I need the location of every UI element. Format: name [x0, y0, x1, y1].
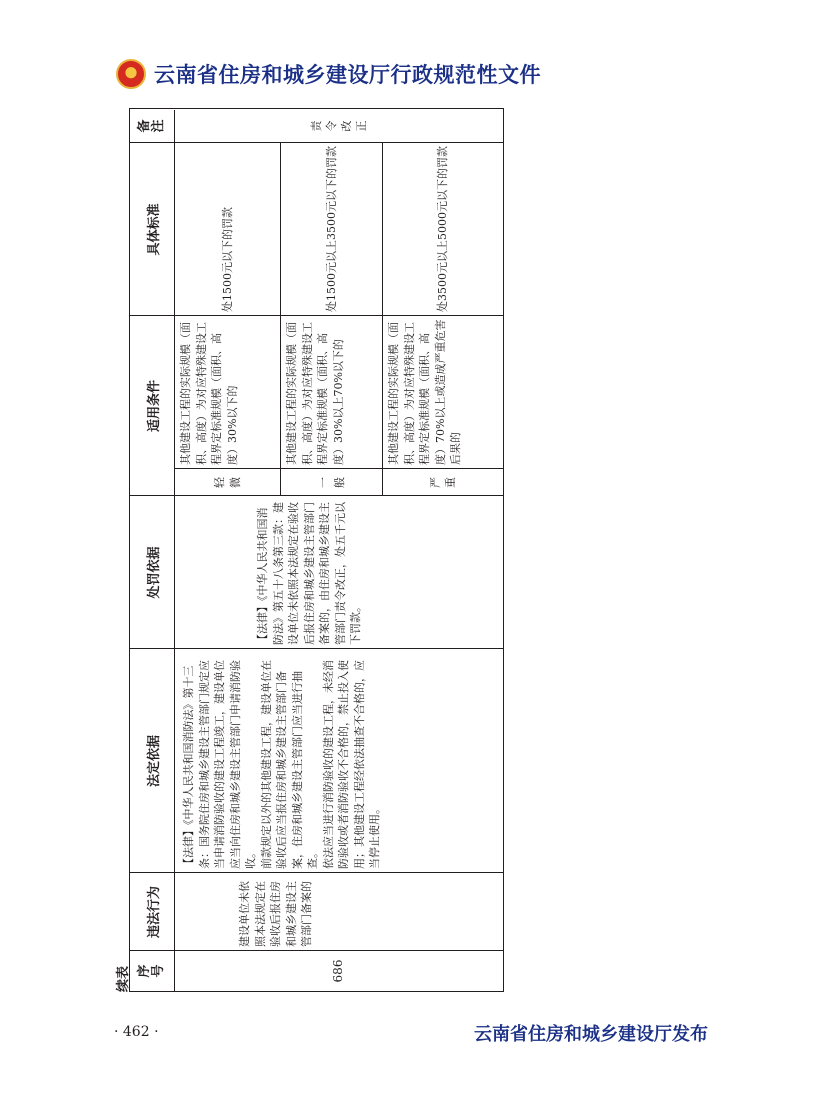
header-basis: 法定依据	[146, 735, 162, 788]
page-number: · 462 ·	[114, 1024, 159, 1040]
row-act: 建设单位未依照本法规定在验收后报住房和城乡建设主管部门备案的	[238, 881, 313, 947]
col-divider	[130, 872, 503, 873]
level-severe: 严重	[428, 477, 457, 488]
continued-label: 续表	[116, 965, 131, 992]
header-penalty: 处罚依据	[146, 546, 162, 599]
col-divider	[130, 648, 503, 649]
row-seq: 686	[331, 959, 346, 983]
standard-minor: 处1500元以下的罚款	[220, 207, 234, 312]
national-emblem-icon	[116, 59, 146, 89]
standard-severe: 处3500元以上5000元以下的罚款	[436, 146, 450, 312]
header-note: 备注	[137, 119, 166, 133]
row-note: 责令改正	[310, 120, 368, 132]
penalty-table	[129, 108, 504, 992]
condition-general: 其他建设工程的实际规模（面积、高度）为对应特殊建设工程界定标准规模（面积、高度）30%以上70%以下的	[285, 322, 345, 465]
condition-severe: 其他建设工程的实际规模（面积、高度）为对应特殊建设工程界定标准规模（面积、高度）70%以上或造成严重危害后果的	[387, 319, 462, 465]
penalty-table-rotated	[112, 108, 504, 992]
level-general: 一般	[317, 477, 346, 488]
row-penalty: 【法律】《中华人民共和国消防法》第五十八条第三款：建设单位未依照本法规定在验收后报住房和城乡建设主管部门备案的，由住房和城乡建设主管部门责令改正，处五千元以下罚款。	[256, 502, 362, 645]
page-header	[116, 56, 541, 92]
header-seq: 序号	[137, 964, 166, 978]
row-basis: 【法律】《中华人民共和国消防法》第十三条：国务院住房和城乡建设主管部门规定应当申请消防验收的建设工程竣工，建设单位应当向住房和城乡建设主管部门申请消防验收。 前款规定以外的其他建设工程，建设单位在验收后应当报住房和城乡建设主管部门备案，住房和城乡建设主管部门应当进行抽查。 依法应当进行消防验收的建设工程，未经消防验收或者消防验收不合格的，禁止投入使用；其他建设工程经依法抽查不合格的，应当停止使用。	[182, 660, 381, 869]
standard-general: 处1500元以上3500元以下的罚款	[324, 146, 338, 312]
condition-minor: 其他建设工程的实际规模（面积、高度）为对应特殊建设工程界定标准规模（面积、高度）30%以下的	[179, 322, 239, 465]
publisher: 云南省住房和城乡建设厅发布	[474, 1024, 708, 1045]
col-divider	[130, 315, 503, 316]
header-standard: 具体标准	[146, 203, 162, 256]
header-act: 违法行为	[146, 886, 162, 939]
level-minor: 轻微	[213, 477, 242, 488]
header-title: 云南省住房和城乡建设厅行政规范性文件	[154, 63, 541, 87]
header-condition: 适用条件	[146, 380, 162, 433]
